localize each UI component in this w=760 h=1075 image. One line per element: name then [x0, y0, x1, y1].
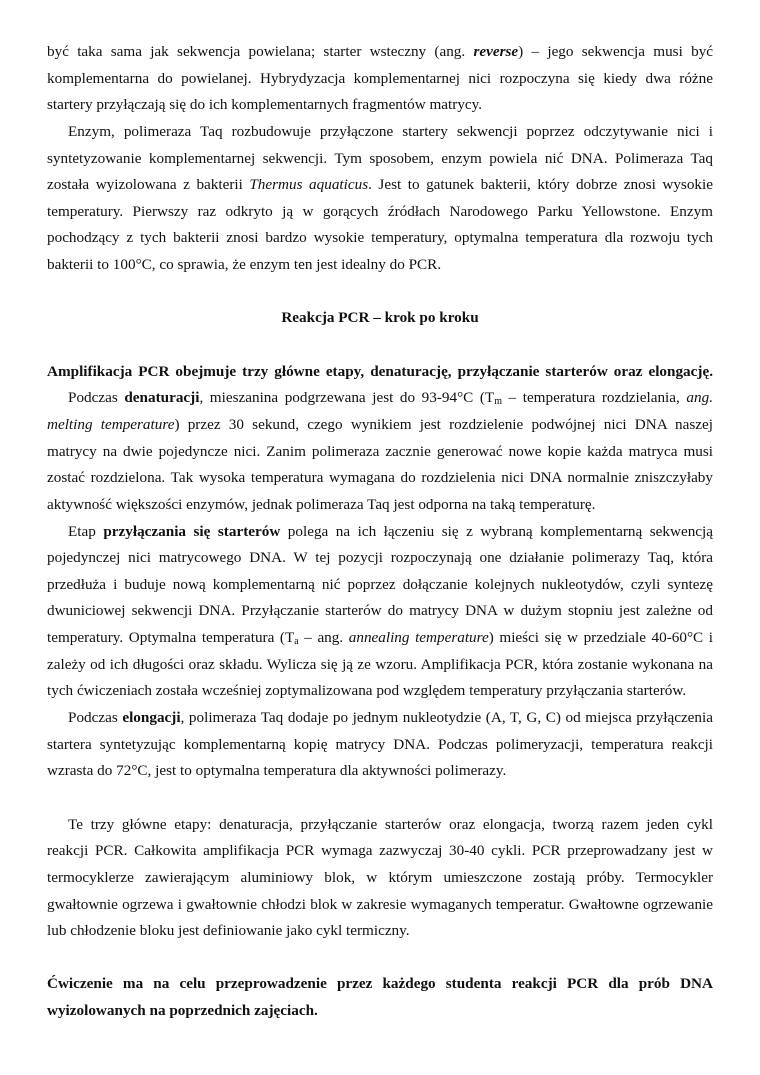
- text-line: [47, 359, 713, 386]
- text-line: [47, 519, 713, 546]
- text-line: [47, 385, 713, 412]
- text-run: być taka sama jak sekwencja powielana; starter wsteczny (ang.: [47, 43, 474, 60]
- text-run: reakcji PCR. Całkowita amplifikacja PCR wymaga zazwyczaj 30-40 cykli. PCR przeprowadzany jest w: [47, 842, 713, 860]
- bold-text: elongacji: [122, 709, 181, 727]
- text-run: , mieszanina podgrzewana jest do 93-94°C (T: [199, 389, 495, 407]
- text-run: ) mieści się w przedziale 40-60°C i: [488, 629, 713, 647]
- text-run: Podczas: [68, 389, 125, 407]
- subscript: m: [494, 396, 502, 408]
- text-run: syntetyzowanie komplementarnej sekwencji. Tym sposobem, enzym powiela nić DNA. Polimeraza Taq: [47, 149, 713, 167]
- blank-line: [47, 279, 713, 306]
- text-line: [47, 92, 713, 119]
- document-page: [47, 39, 713, 1025]
- blank-line: [47, 945, 713, 972]
- bold-text: Ćwiczenie ma na celu przeprowadzenie przez każdego studenta reakcji PCR dla prób DNA: [47, 975, 713, 993]
- italic-text: melting temperature: [47, 415, 175, 433]
- text-line: [47, 412, 713, 439]
- text-line: [47, 172, 713, 199]
- blank-line: [47, 332, 713, 359]
- italic-text: reverse: [473, 43, 519, 60]
- text-run: Te trzy główne etapy: denaturacja, przyłączanie starterów oraz elongacja, tworzą razem jeden cykl: [68, 815, 713, 833]
- text-run: dwuniciowej sekwencji DNA. Przyłączanie starterów do matrycy DNA w dużym stopniu jest zależne od: [47, 602, 713, 620]
- text-line: [47, 39, 713, 66]
- blank-line: [47, 785, 713, 812]
- text-line: [47, 758, 713, 785]
- text-run: Enzym, polimeraza Taq rozbudowuje przyłączone startery sekwencji poprzez odczytywanie nici i: [68, 122, 713, 140]
- text-line: [47, 971, 713, 998]
- italic-text: Thermus aquaticus: [249, 176, 369, 194]
- text-run: pojedynczej nici matrycowego DNA. W tej pozycji rozpoczynają one działanie polimerazy Taq, która: [47, 549, 713, 567]
- text-line: [47, 625, 713, 652]
- text-run: ) przez 30 sekund, czego wynikiem jest rozdzielenie podwójnej nici DNA naszej: [174, 415, 713, 433]
- text-run: – temperatura rozdzielania,: [501, 389, 687, 407]
- text-run: pochodzący z tych bakterii znosi bardzo wysokie temperatury, optymalna temperatura dla rozwoju tych: [47, 229, 713, 247]
- text-run: aktywność większości enzymów, jednak polimeraza Taq jest odporna na taką temperaturę.: [47, 495, 596, 513]
- text-run: . Jest to gatunek bakterii, który dobrze znosi wysokie: [368, 176, 713, 194]
- text-run: – ang.: [298, 629, 349, 647]
- text-line: [47, 652, 713, 679]
- text-run: przedłuża i buduje nową komplementarną nić poprzez dołączanie kolejnych nukleotydów, czyli syntezę: [47, 575, 713, 593]
- text-run: polega na ich łączeniu się z wybraną komplementarną sekwencją: [280, 522, 713, 540]
- text-line: [47, 572, 713, 599]
- text-run: , polimeraza Taq dodaje po jednym nukleotydzie (A, T, G, C) od miejsca przyłączenia: [180, 709, 713, 727]
- text-run: startera syntetyzując komplementarną kopię matrycy DNA. Podczas polimeryzacji, temperatura reakcji: [47, 735, 713, 753]
- text-line: [47, 678, 713, 705]
- text-run: temperatury. Optymalna temperatura (T: [47, 629, 295, 647]
- text-run: lub chłodzenie bloku jest definiowanie jako cykl termiczny.: [47, 922, 410, 940]
- bold-text: przyłączania się starterów: [103, 522, 281, 540]
- text-line: [47, 492, 713, 519]
- text-line: [47, 812, 713, 839]
- text-line: [47, 465, 713, 492]
- text-line: [47, 918, 713, 945]
- text-run: bakterii to 100°C, co sprawia, że enzym ten jest idealny do PCR.: [47, 256, 442, 274]
- text-run: zostać rozdzielona. Tak wysoka temperatura wymagana do rozdzielenia nici DNA normalnie zniszczyłaby: [47, 469, 713, 487]
- text-line: [47, 732, 713, 759]
- subscript: a: [294, 636, 299, 648]
- text-line: [47, 545, 713, 572]
- bold-text: Reakcja PCR – krok po kroku: [281, 309, 479, 327]
- bold-text: Amplifikacja PCR obejmuje trzy główne etapy, denaturację, przyłączanie starterów oraz elongację.: [47, 362, 713, 380]
- text-line: [47, 705, 713, 732]
- text-run: została wyizolowana z bakterii: [47, 176, 250, 194]
- text-line: [47, 598, 713, 625]
- text-run: startery przyłączają się do ich komplementarnych fragmentów matrycy.: [47, 96, 483, 114]
- bold-text: wyizolowanych na poprzednich zajęciach.: [47, 1002, 318, 1020]
- italic-text: annealing temperature: [348, 629, 489, 647]
- text-line: [47, 146, 713, 173]
- text-run: temperatury. Pierwszy raz odkryto ją w gorących źródłach Narodowego Parku Yellowstone. Enzym: [47, 202, 713, 220]
- text-line: [47, 66, 713, 93]
- text-run: komplementarna do powielanej. Hybrydyzacja komplementarnej nici rozpoczyna się kiedy dwa różne: [47, 69, 713, 87]
- text-line: [47, 892, 713, 919]
- text-line: [47, 199, 713, 226]
- text-line: [47, 225, 713, 252]
- text-run: Podczas: [68, 709, 123, 727]
- text-line: [47, 119, 713, 146]
- text-run: tych ćwiczeniach została wcześniej zoptymalizowana pod względem temperatury przyłączania starterów.: [47, 682, 687, 700]
- text-run: ) – jego sekwencja musi być: [518, 43, 713, 60]
- text-line: [47, 998, 713, 1025]
- section-heading: [47, 305, 713, 332]
- italic-text: ang.: [686, 389, 713, 407]
- text-run: wzrasta do 72°C, jest to optymalna temperatura dla aktywności polimerazy.: [47, 762, 507, 780]
- bold-text: denaturacji: [124, 389, 200, 407]
- text-run: matrycy na dwie pojedyncze nici. Zanim polimeraza zacznie generować nowe kopie każda matryca musi: [47, 442, 713, 460]
- text-line: [47, 865, 713, 892]
- text-line: [47, 838, 713, 865]
- text-run: Etap: [68, 522, 104, 540]
- text-run: termocyklerze zawierającym aluminiowy blok, w którym umieszczone zostają próby. Termocykler: [47, 868, 713, 886]
- text-line: [47, 252, 713, 279]
- text-run: gwałtownie ogrzewa i gwałtownie chłodzi blok w zakresie wymaganych temperatur. Gwałtowne ogrzewanie: [47, 895, 713, 913]
- text-line: [47, 439, 713, 466]
- text-run: zależy od ich długości oraz składu. Wylicza się ją ze wzoru. Amplifikacja PCR, która zostanie wykonana na: [47, 655, 713, 673]
